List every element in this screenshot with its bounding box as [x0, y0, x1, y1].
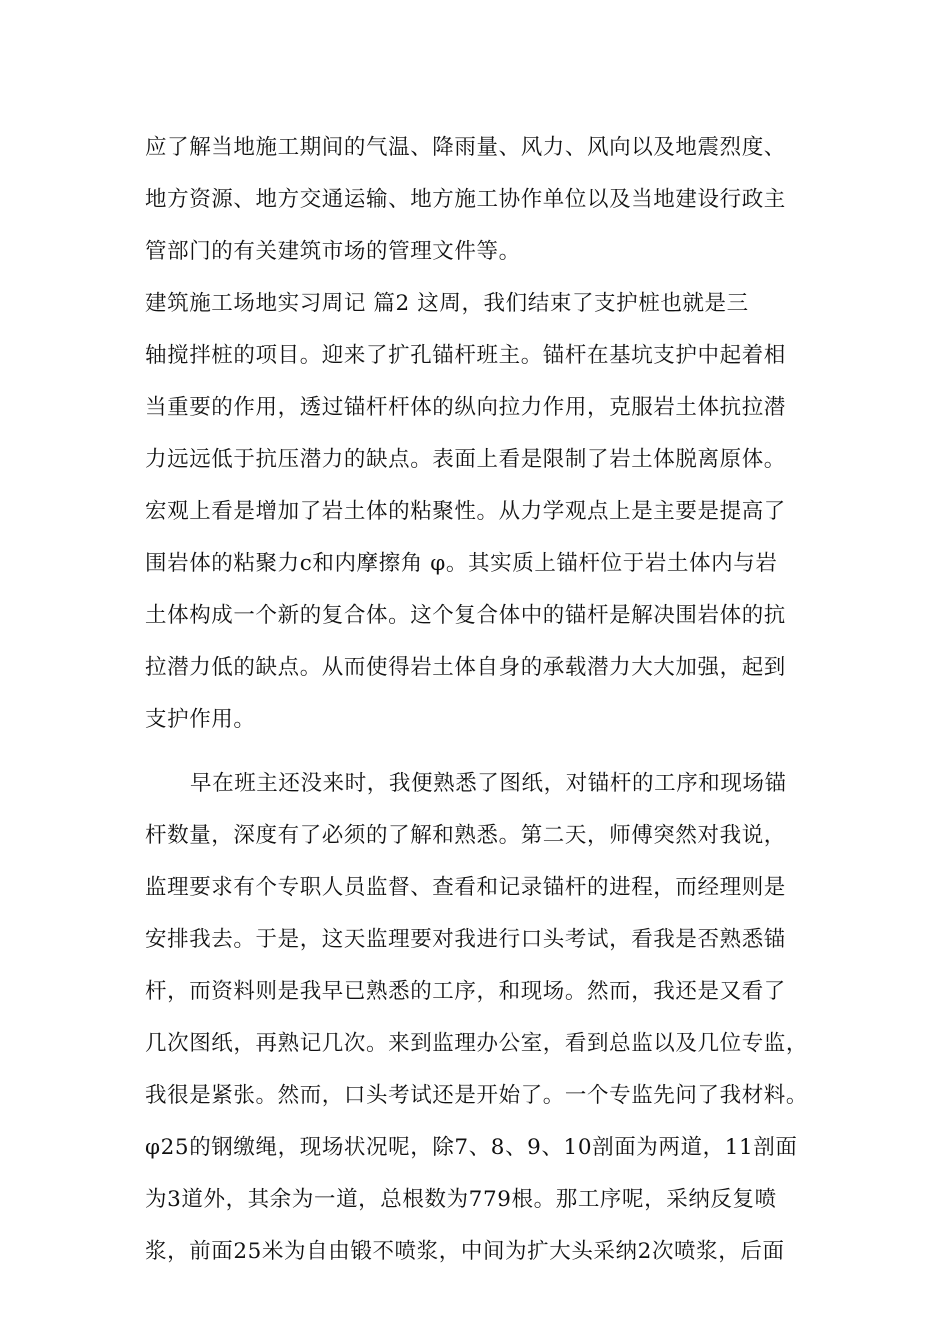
text-line: 我很是紧张。然而，口头考试还是开始了。一个专监先问了我材料。	[145, 1083, 809, 1108]
section-heading-line: 建筑施工场地实习周记 篇2 这周，我们结束了支护桩也就是三	[145, 291, 749, 316]
text-line: 轴搅拌桩的项目。迎来了扩孔锚杆班主。锚杆在基坑支护中起着相	[145, 343, 786, 368]
text-line: 力远远低于抗压潜力的缺点。表面上看是限制了岩土体脱离原体。	[145, 447, 786, 472]
text-line: 围岩体的粘聚力c和内摩擦角 φ。其实质上锚杆位于岩土体内与岩	[145, 551, 778, 576]
text-line: 监理要求有个专职人员监督、查看和记录锚杆的进程，而经理则是	[145, 875, 786, 900]
text-line: 当重要的作用，透过锚杆杆体的纵向拉力作用，克服岩土体抗拉潜	[145, 395, 786, 420]
text-line: 安排我去。于是，这天监理要对我进行口头考试，看我是否熟悉锚	[145, 927, 786, 952]
text-line: 拉潜力低的缺点。从而使得岩土体自身的承载潜力大大加强，起到	[145, 655, 786, 680]
text-line: 宏观上看是增加了岩土体的粘聚性。从力学观点上是主要是提高了	[145, 499, 786, 524]
text-line: 浆，前面25米为自由锻不喷浆，中间为扩大头采纳2次喷浆，后面	[145, 1239, 785, 1264]
text-line: 土体构成一个新的复合体。这个复合体中的锚杆是解决围岩体的抗	[145, 603, 786, 628]
text-line: 地方资源、地方交通运输、地方施工协作单位以及当地建设行政主	[145, 187, 786, 212]
text-line: φ25的钢缴绳，现场状况呢，除7、8、9、10剖面为两道，11剖面	[145, 1135, 798, 1160]
text-line: 几次图纸，再熟记几次。来到监理办公室，看到总监以及几位专监，	[145, 1031, 809, 1056]
text-line: 杆数量，深度有了必须的了解和熟悉。第二天，师傅突然对我说，	[145, 823, 786, 848]
paragraph-start-line: 早在班主还没来时，我便熟悉了图纸，对锚杆的工序和现场锚	[190, 771, 787, 796]
text-line: 管部门的有关建筑市场的管理文件等。	[145, 239, 521, 264]
text-line: 杆，而资料则是我早已熟悉的工序，和现场。然而，我还是又看了	[145, 979, 786, 1004]
text-line: 应了解当地施工期间的气温、降雨量、风力、风向以及地震烈度、	[145, 135, 786, 160]
text-line: 为3道外，其余为一道，总根数为779根。那工序呢，采纳反复喷	[145, 1187, 777, 1212]
text-line: 支护作用。	[145, 707, 256, 732]
